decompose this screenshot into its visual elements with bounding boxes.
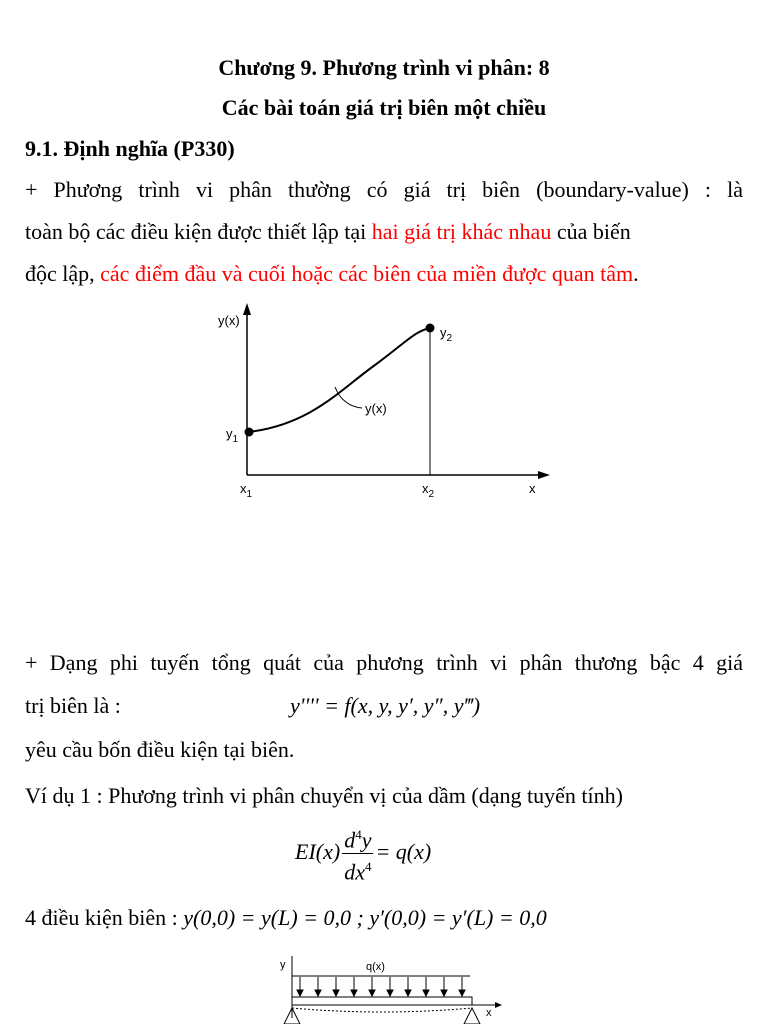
para1-line1: + Phương trình vi phân thường có giá trị biên (boundary-value) : là: [25, 177, 743, 202]
para2-line3: yêu cầu bốn điều kiện tại biên.: [25, 737, 295, 762]
beam-x-arrow: [495, 1002, 502, 1008]
bc-equations: y(0,0) = y(L) = 0,0 ; y′(0,0) = y′(L) = 0,0: [183, 905, 547, 930]
point-y1: [245, 428, 254, 437]
x1-label: $x_1$: [240, 481, 253, 500]
beam-figure: [270, 950, 520, 1024]
eq-left: EI(x): [295, 838, 341, 864]
para2-line2: trị biên là :: [25, 693, 121, 718]
eq-denominator: $dx^4$: [344, 859, 372, 885]
chapter-subtitle: Các bài toán giá trị biên một chiều: [221, 95, 547, 120]
eq-right: = q(x): [375, 838, 432, 864]
beam-equation: [295, 822, 431, 886]
deflection-curve: [292, 1008, 472, 1012]
para1-line3-text: độc lập,: [25, 261, 101, 286]
beam-x-label: x: [486, 1007, 492, 1019]
point-y2: [426, 324, 435, 333]
example-line1: Ví dụ 1 : Phương trình vi phân chuyển vị của dầm (dạng tuyến tính): [25, 783, 623, 808]
para1-line3: [25, 261, 639, 287]
section-heading: 9.1. Định nghĩa (P330): [25, 136, 235, 161]
highlight-two-values: hai giá trị khác nhau: [371, 219, 552, 244]
x-axis-arrow: [538, 471, 550, 479]
para1-line2-end: của biến: [551, 219, 631, 244]
highlight-boundary-points: các điểm đầu và cuối hoặc các biên của miền được quan tâm: [100, 261, 634, 286]
bc-label: 4 điều kiện biên :: [25, 905, 184, 930]
eq-numerator: $d^4y$: [342, 822, 373, 854]
solution-curve: [248, 328, 430, 432]
para1-line2: [25, 219, 631, 245]
beam: [292, 997, 472, 1005]
y-axis-arrow: [243, 303, 251, 315]
para2-line1: + Dạng phi tuyến tổng quát của phương trình vi phân thương bậc 4 giá: [25, 650, 743, 675]
boundary-conditions: [25, 905, 547, 931]
eq-fraction: [342, 822, 373, 886]
beam-y-label: y: [280, 959, 286, 971]
boundary-value-figure: [200, 295, 560, 510]
y-axis-label: y(x): [218, 313, 240, 328]
y1-label: $y_1$: [226, 426, 239, 445]
x2-label: $x_2$: [422, 481, 435, 500]
chapter-title: Chương 9. Phương trình vi phân: 8: [218, 55, 550, 80]
load-arrows: [297, 977, 465, 996]
load-label: q(x): [366, 961, 385, 973]
curve-label: y(x): [365, 401, 387, 416]
x-axis-label: x: [529, 481, 536, 496]
right-support: [464, 1008, 480, 1024]
curve-label-leader: [335, 387, 362, 408]
nonlinear-equation: y'''' = f(x, y, y′, y″, y‴): [290, 693, 481, 718]
para1-line2-text: toàn bộ các điều kiện được thiết lập tại: [25, 219, 372, 244]
y2-label: $y_2$: [440, 325, 453, 344]
para1-line3-end: .: [633, 261, 639, 286]
